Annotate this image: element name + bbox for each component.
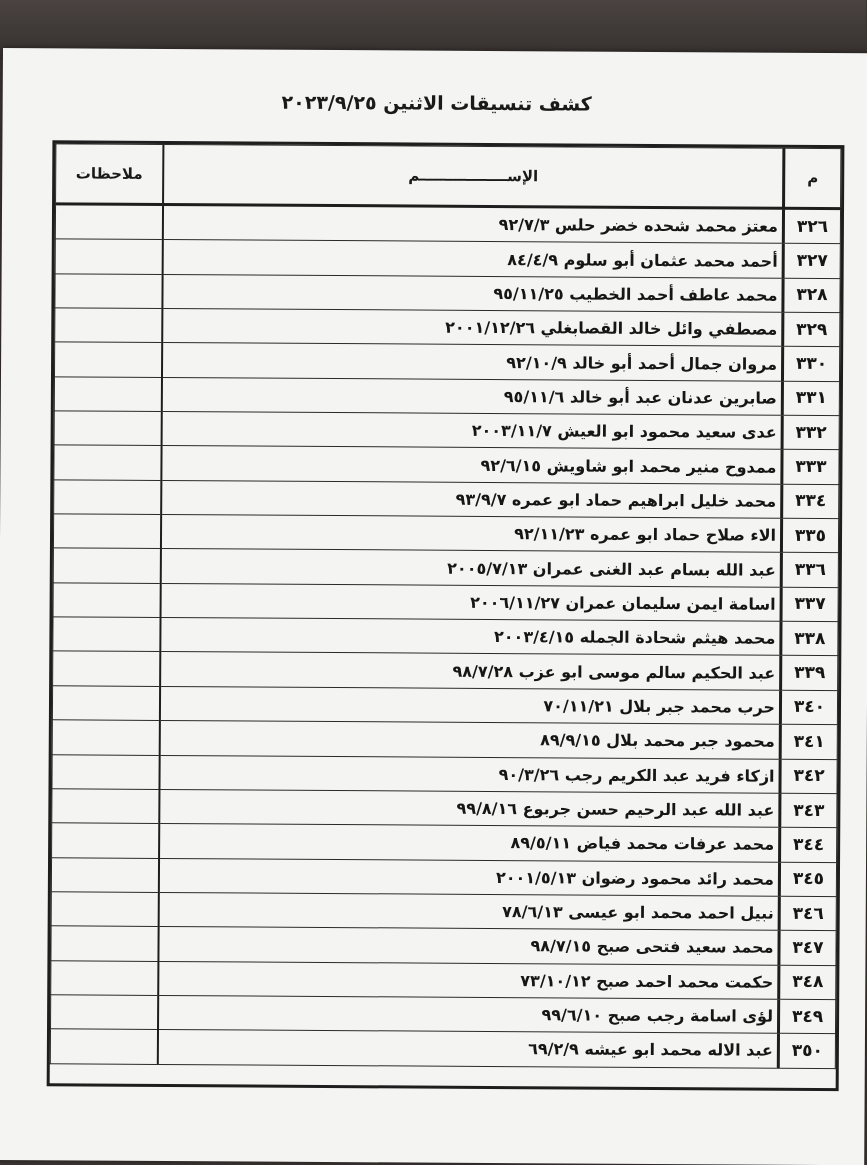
row-number: ٣٤٦: [780, 896, 837, 931]
row-notes: [56, 308, 164, 343]
table-body: [51, 204, 841, 1068]
row-name: محمد هيثم شحادة الجمله ٢٠٠٣/٤/١٥: [161, 618, 782, 656]
table-row: [52, 960, 837, 999]
row-notes: [53, 823, 161, 858]
table-row: [54, 651, 839, 690]
row-number: ٣٣٥: [782, 518, 839, 553]
table-row: [55, 480, 840, 519]
row-number: ٣٤٢: [781, 759, 838, 794]
row-name: مصطفي وائل خالد القصابغلي ٢٠٠١/١٢/٢٦: [163, 309, 784, 347]
row-name: حرب محمد جبر بلال ٧٠/١١/٢١: [161, 686, 782, 724]
table-row: [51, 1029, 836, 1068]
row-notes: [54, 651, 162, 686]
row-name: عبد الله عبد الرحيم حسن جربوع ٩٩/٨/١٦: [160, 789, 781, 827]
row-number: ٣٤٩: [779, 999, 836, 1034]
table-row: [52, 857, 837, 896]
row-name: محمود جبر محمد بلال ٨٩/٩/١٥: [161, 721, 782, 759]
row-number: ٣٥٠: [779, 1034, 836, 1069]
row-name: عبد الحكيم سالم موسى ابو عزب ٩٨/٧/٢٨: [161, 652, 782, 690]
row-number: ٣٤٨: [780, 965, 837, 1000]
table-row: [52, 892, 837, 931]
row-name: معتز محمد شحده خضر حلس ٩٢/٧/٣: [164, 204, 785, 243]
row-notes: [56, 239, 164, 274]
row-number: ٣٤٥: [780, 862, 837, 897]
row-notes: [52, 960, 160, 995]
row-notes: [52, 857, 160, 892]
row-notes: [55, 445, 163, 480]
row-name: محمد رائد محمود رضوان ٢٠٠١/٥/١٣: [160, 858, 781, 896]
row-number: ٣٤٤: [781, 827, 838, 862]
table-row: [56, 239, 841, 278]
table-row: [56, 308, 841, 347]
row-notes: [53, 686, 161, 721]
row-notes: [55, 377, 163, 412]
row-number: ٣٣٩: [782, 656, 839, 691]
header-name-label: الإســـــــــــــــــم: [409, 166, 540, 186]
row-number: ٣٣٧: [782, 587, 839, 622]
row-number: ٣٣٠: [783, 347, 840, 382]
row-number: ٣٢٨: [784, 278, 841, 313]
row-name: محمد سعيد فتحى صبح ٩٨/٧/١٥: [159, 927, 780, 965]
row-name: مروان جمال أحمد أبو خالد ٩٢/١٠/٩: [163, 343, 784, 381]
row-name: اسامة ايمن سليمان عمران ٢٠٠٦/١١/٢٧: [162, 583, 783, 621]
table-row: [54, 583, 839, 622]
row-notes: [54, 583, 162, 618]
row-name: ممدوح منير محمد ابو شاويش ٩٢/٦/١٥: [162, 446, 783, 484]
table-row: [53, 754, 838, 793]
row-number: ٣٤١: [781, 724, 838, 759]
row-name: لؤى اسامة رجب صبح ٩٩/٦/١٠: [159, 995, 780, 1033]
table-row: [54, 514, 839, 553]
row-notes: [54, 617, 162, 652]
row-name: حكمت محمد احمد صبح ٧٣/١٠/١٢: [159, 961, 780, 999]
row-notes: [53, 754, 161, 789]
row-number: ٣٣٤: [783, 484, 840, 519]
row-name: عبد الاله محمد ابو عيشه ٦٩/٢/٩: [159, 1030, 780, 1068]
page-title: كشف تنسيقات الاثنين ٢٠٢٣/٩/٢٥: [282, 91, 593, 116]
row-number: ٣٤٠: [781, 690, 838, 725]
row-name: الاء صلاح حماد ابو عمره ٩٢/١١/٢٣: [162, 515, 783, 553]
table-row: [56, 274, 841, 313]
row-notes: [51, 1029, 159, 1064]
row-number: ٣٣٢: [783, 415, 840, 450]
row-notes: [56, 204, 164, 240]
table-row: [54, 617, 839, 656]
row-number: ٣٢٦: [784, 208, 841, 244]
table-row: [53, 789, 838, 828]
list-table: [51, 143, 843, 1068]
table-row: [55, 445, 840, 484]
row-notes: [55, 480, 163, 515]
list-table-frame: [48, 140, 846, 1091]
row-notes: [56, 274, 164, 309]
row-number: ٣٤٣: [781, 793, 838, 828]
row-notes: [55, 411, 163, 446]
table-row: [55, 411, 840, 450]
row-name: محمد عاطف أحمد الخطيب ٩٥/١١/٢٥: [163, 274, 784, 312]
row-notes: [55, 342, 163, 377]
header-notes: ملاحظات: [57, 144, 165, 205]
row-name: صابرين عدنان عبد أبو خالد ٩٥/١١/٦: [163, 377, 784, 415]
row-number: ٣٤٧: [780, 930, 837, 965]
table-row: [53, 686, 838, 725]
table-row: [56, 204, 841, 244]
table-row: [52, 926, 837, 965]
row-number: ٣٣٨: [782, 621, 839, 656]
header-name: [164, 144, 785, 208]
header-num: م: [785, 148, 842, 208]
row-number: ٣٣٦: [782, 553, 839, 588]
row-name: محمد عرفات محمد فياض ٨٩/٥/١١: [160, 824, 781, 862]
row-number: ٣٣١: [783, 381, 840, 416]
row-number: ٣٢٩: [784, 312, 841, 347]
row-number: ٣٢٧: [784, 244, 841, 279]
table-row: [55, 377, 840, 416]
row-notes: [52, 892, 160, 927]
table-row: [52, 995, 837, 1034]
table-row: [53, 720, 838, 759]
row-name: عبد الله بسام عبد الغنى عمران ٢٠٠٥/٧/١٣: [162, 549, 783, 587]
row-name: محمد خليل ابراهيم حماد ابو عمره ٩٣/٩/٧: [162, 480, 783, 518]
table-row: [53, 823, 838, 862]
table-row: [54, 548, 839, 587]
paper-sheet: [0, 48, 867, 1165]
header-row: [57, 144, 842, 209]
row-notes: [53, 789, 161, 824]
row-number: ٣٣٣: [783, 450, 840, 485]
row-name: ازكاء فريد عبد الكريم رجب ٩٠/٣/٢٦: [160, 755, 781, 793]
row-name: نبيل احمد محمد ابو عيسى ٧٨/٦/١٣: [160, 892, 781, 930]
row-name: أحمد محمد عثمان أبو سلوم ٨٤/٤/٩: [164, 240, 785, 278]
table-header: [57, 144, 842, 209]
row-notes: [52, 926, 160, 961]
row-notes: [52, 995, 160, 1030]
row-notes: [54, 514, 162, 549]
row-name: عدى سعيد محمود ابو العيش ٢٠٠٣/١١/٧: [163, 412, 784, 450]
row-notes: [54, 548, 162, 583]
table-row: [55, 342, 840, 381]
row-notes: [53, 720, 161, 755]
